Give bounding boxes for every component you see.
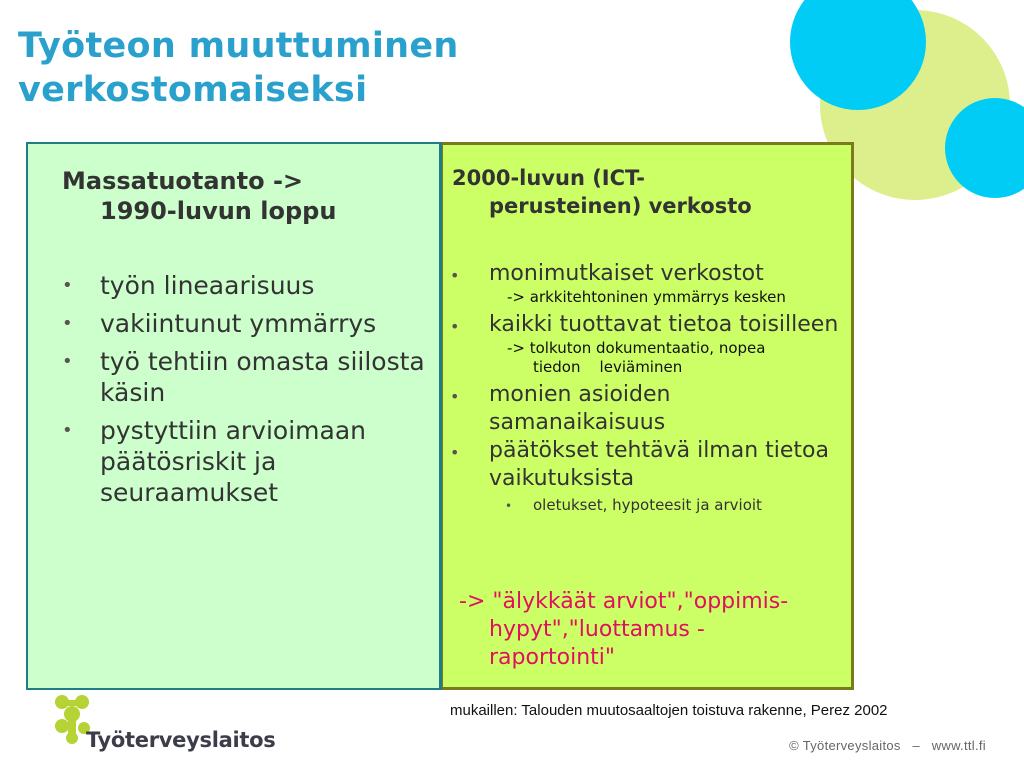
sub-list-item-text: oletukset, hypoteesit ja arvioit <box>533 496 762 514</box>
bullet-icon: • <box>450 387 460 406</box>
conclusion-text <box>459 588 849 672</box>
page-title-line1: Työteon muuttuminen <box>18 26 459 66</box>
list-item-text: vakiintunut ymmärrys <box>100 309 377 338</box>
right-bullet-list <box>450 260 846 515</box>
source-citation: mukaillen: Talouden muutosaaltojen toistuva rakenne, Perez 2002 <box>450 702 888 719</box>
panel-divider <box>439 142 442 690</box>
sub-list-item <box>450 495 846 515</box>
bullet-icon: • <box>450 266 460 285</box>
list-item-text: työ tehtiin omasta siilosta käsin <box>100 347 425 407</box>
list-item <box>450 311 846 339</box>
list-item-text: monien asioiden samanaikaisuus <box>489 382 671 435</box>
logo-wordmark: Työterveyslaitos <box>86 728 276 752</box>
conclusion-line1: -> "älykkäät arviot","oppimis- <box>459 589 789 614</box>
list-item-text: kaikki tuottavat tietoa toisilleen <box>489 312 839 337</box>
list-item <box>62 415 432 508</box>
bullet-icon: • <box>505 499 513 513</box>
page-title <box>18 24 738 112</box>
bullet-icon: • <box>450 443 460 462</box>
bullet-icon: • <box>62 351 73 372</box>
conclusion-line2: hypyt","luottamus - <box>489 617 705 642</box>
list-item <box>450 260 846 288</box>
sub-note <box>450 288 846 307</box>
list-item <box>62 346 432 408</box>
right-heading-line2: perusteinen) verkosto <box>489 194 752 218</box>
footer-copyright: © Työterveyslaitos – www.ttl.fi <box>789 738 986 753</box>
sub-note-text: -> arkkitehtoninen ymmärrys kesken <box>507 288 786 306</box>
list-item <box>62 308 432 339</box>
bullet-icon: • <box>450 317 460 336</box>
right-heading <box>452 164 842 220</box>
list-item-text: päätökset tehtävä ilman tietoa vaikutuksista <box>489 438 829 491</box>
list-item <box>62 270 432 301</box>
left-bullet-list <box>62 270 432 515</box>
left-heading <box>62 166 422 226</box>
sub-note <box>450 339 846 377</box>
list-item <box>450 381 846 437</box>
list-item-text: monimutkaiset verkostot <box>489 261 764 286</box>
sub-note-text-line2: tiedon leviäminen <box>533 358 683 376</box>
sub-note-text-line1: -> tolkuton dokumentaatio, nopea <box>507 339 766 357</box>
page-title-line2: verkostomaiseksi <box>18 70 368 110</box>
list-item <box>450 437 846 493</box>
left-heading-line1: Massatuotanto -> <box>62 167 304 195</box>
conclusion-line3: raportointi" <box>489 645 615 670</box>
bullet-icon: • <box>62 275 73 296</box>
bullet-icon: • <box>62 313 73 334</box>
left-heading-line2: 1990-luvun loppu <box>100 197 337 225</box>
right-heading-line1: 2000-luvun (ICT- <box>452 166 645 190</box>
list-item-text: työn lineaarisuus <box>100 271 315 300</box>
list-item-text: pystyttiin arvioimaan päätösriskit ja seuraamukset <box>100 416 366 507</box>
bullet-icon: • <box>62 420 73 441</box>
